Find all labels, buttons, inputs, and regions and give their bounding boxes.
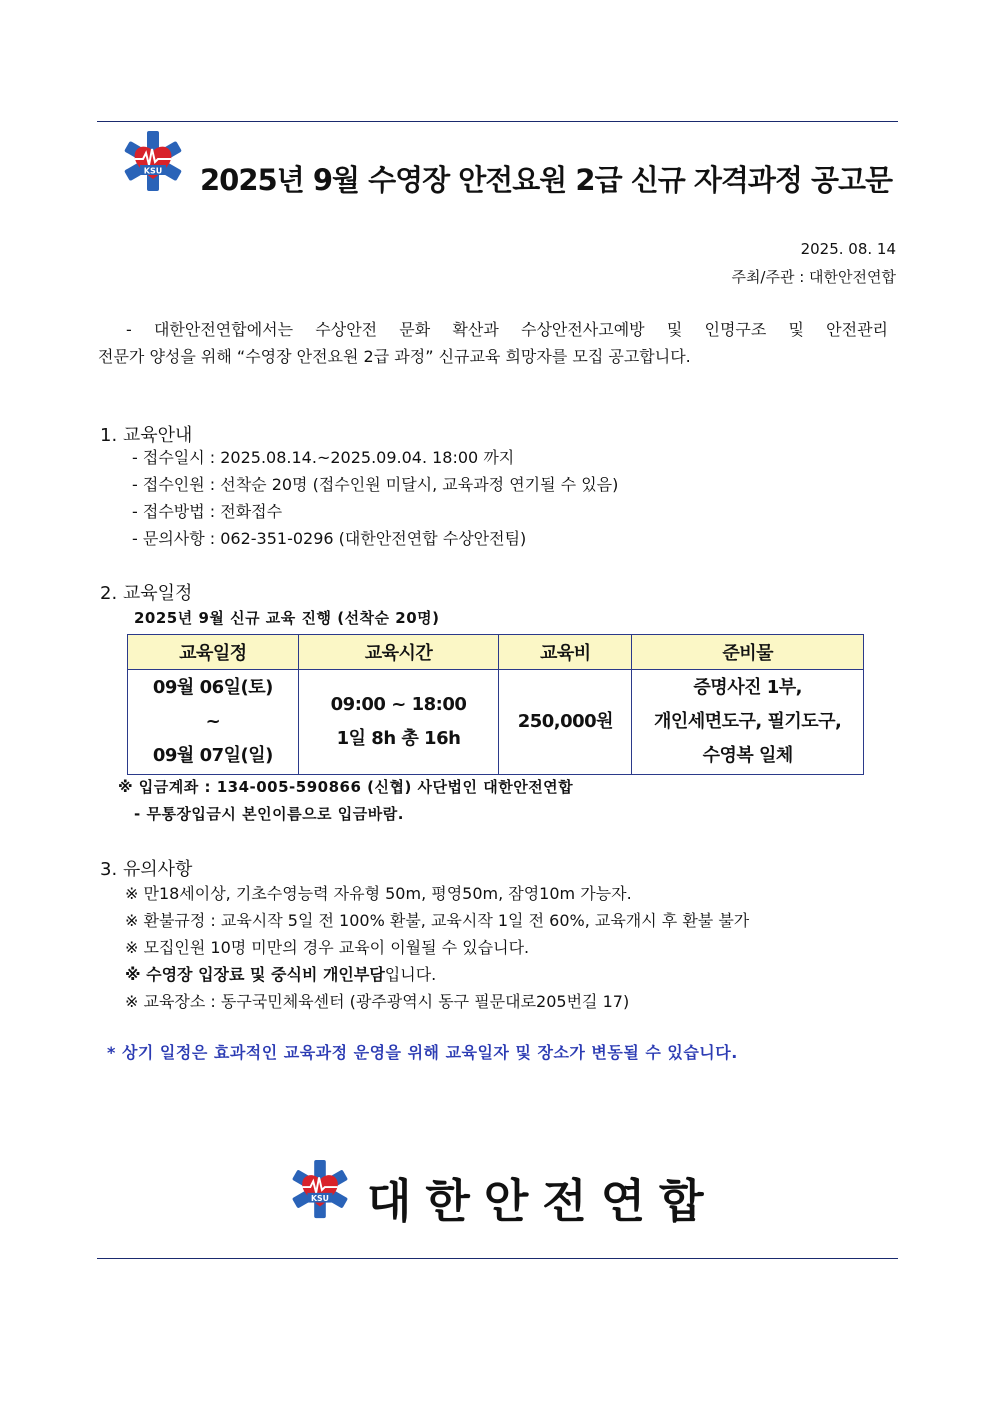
- list-item: [125, 961, 749, 988]
- items-line: 수영복 일체: [702, 745, 793, 766]
- cell-date: [128, 670, 299, 775]
- time-range: 09:00 ~ 18:00: [330, 694, 467, 715]
- date-end: 09월 07일(일): [152, 745, 273, 766]
- schedule-subheading: 2025년 9월 신규 교육 진행 (선착순 20명): [134, 609, 440, 627]
- list-item: - 접수인원 : 선착순 20명 (접수인원 미달시, 교육과정 연기될 수 있음): [132, 475, 619, 494]
- bank-account: ※ 입금계좌 : 134-005-590866 (신협) 사단법인 대한안전연합: [118, 778, 574, 796]
- section-heading-3: 3. 유의사항: [100, 859, 193, 880]
- cell-items: [632, 670, 864, 775]
- col-header-time: 교육시간: [298, 635, 499, 670]
- list-item: - 문의사항 : 062-351-0296 (대한안전연합 수상안전팀): [132, 529, 527, 548]
- list-item: - 접수일시 : 2025.08.14.~2025.09.04. 18:00 까지: [132, 448, 515, 467]
- ksu-logo-icon: [289, 1158, 351, 1220]
- host-organizer: 주최/주관 : 대한안전연합: [731, 268, 896, 286]
- notice-list: [125, 880, 749, 1015]
- col-header-date: 교육일정: [128, 635, 299, 670]
- col-header-items: 준비물: [632, 635, 864, 670]
- notice-text: 입니다.: [384, 965, 437, 984]
- list-item: - 접수방법 : 전화접수: [132, 502, 283, 521]
- schedule-change-footnote: * 상기 일정은 효과적인 교육과정 운영을 위해 교육일자 및 장소가 변동될 수 있습니다.: [107, 1043, 738, 1062]
- list-item: ※ 만18세이상, 기초수영능력 자유형 50m, 평영50m, 잠영10m 가능자.: [125, 884, 632, 903]
- col-header-fee: 교육비: [499, 635, 632, 670]
- bank-account-note: - 무통장입금시 본인이름으로 입금바람.: [134, 805, 404, 823]
- section-heading-1: 1. 교육안내: [100, 425, 193, 446]
- list-item: ※ 모집인원 10명 미만의 경우 교육이 이월될 수 있습니다.: [125, 938, 530, 957]
- intro-paragraph: [98, 316, 888, 370]
- date-start: 09월 06일(토): [152, 677, 273, 698]
- section-heading-2: 2. 교육일정: [100, 583, 193, 604]
- table-row: [128, 670, 864, 775]
- items-line: 개인세면도구, 필기도구,: [654, 711, 842, 732]
- table-header-row: [128, 635, 864, 670]
- intro-line-2: 전문가 양성을 위해 “수영장 안전요원 2급 과정” 신규교육 희망자를 모집 공고합니다.: [98, 347, 691, 366]
- bottom-rule: [97, 1258, 898, 1259]
- list-item: ※ 교육장소 : 동구국민체육센터 (광주광역시 동구 필문대로205번길 17): [125, 992, 630, 1011]
- top-rule: [97, 121, 898, 122]
- date-range-sep: ~: [205, 711, 221, 732]
- announce-date: 2025. 08. 14: [800, 240, 896, 258]
- intro-line-1: - 대한안전연합에서는 수상안전 문화 확산과 수상안전사고예방 및 인명구조 및 안전관리: [126, 320, 888, 339]
- logo-text: KSU: [311, 1194, 329, 1204]
- guide-list: [132, 444, 618, 552]
- list-item: ※ 환불규정 : 교육시작 5일 전 100% 환불, 교육시작 1일 전 60%, 교육개시 후 환불 불가: [125, 911, 750, 930]
- logo-text: KSU: [143, 166, 163, 176]
- time-total: 1일 8h 총 16h: [336, 728, 461, 749]
- ksu-logo-icon: [121, 129, 185, 193]
- schedule-table: [127, 634, 864, 775]
- cell-fee: 250,000원: [499, 670, 632, 775]
- page-title: 2025년 9월 수영장 안전요원 2급 신규 자격과정 공고문: [200, 163, 893, 197]
- notice-bold-text: ※ 수영장 입장료 및 중식비 개인부담: [125, 965, 385, 984]
- items-line: 증명사진 1부,: [693, 677, 802, 698]
- cell-time: [298, 670, 499, 775]
- organization-name: 대한안전연합: [367, 1174, 718, 1228]
